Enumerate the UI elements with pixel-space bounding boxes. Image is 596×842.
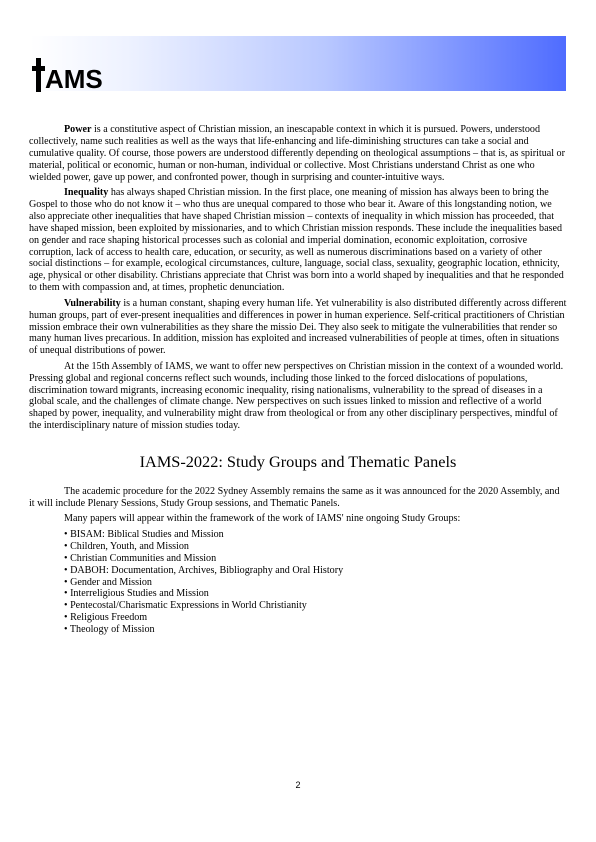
list-item: • Children, Youth, and Mission [64, 541, 567, 553]
paragraph-power [29, 124, 567, 184]
paragraph-vulnerability [29, 298, 567, 358]
term-vulnerability: Vulnerability [64, 297, 121, 309]
iams-logo [32, 52, 103, 92]
paragraph-study-groups-intro: Many papers will appear within the framework of the work of IAMS' nine ongoing Study Groups: [64, 513, 461, 525]
list-item: • Pentecostal/Charismatic Expressions in World Christianity [64, 600, 567, 612]
list-item: • Religious Freedom [64, 612, 567, 624]
paragraph-text: is a constitutive aspect of Christian mission, an inescapable context in which it is pursued. Powers, understood collectively, name such realities as well as the ways that life-enhancing and life-diminishing structures can take a social and cumulative quality. Of course, those powers are understood differently depending on theological assumptions – that is, as spiritual or material, political or economic, human or non-human, individual or collective. Most Christians understand Christ as one who wielded power, gave up power, and confronted power, though in surprising and counter-intuitive ways. [29, 124, 565, 183]
paragraph-text: is a human constant, shaping every human life. Yet vulnerability is also distributed differently across different human groups, part of ever-present inequalities and differences in power in human experience. Self-critical practitioners of Christian mission embrace their own vulnerabilities as they share the missio Dei. They also seek to mitigate the vulnerabilities that render so many human lives precarious. In addition, mission has exploited and increased vulnerabilities of people at times, often in situations of unequal distributions of power. [29, 297, 567, 357]
term-power: Power [64, 124, 92, 135]
list-item: • Interreligious Studies and Mission [64, 588, 567, 600]
paragraph-procedure: The academic procedure for the 2022 Sydney Assembly remains the same as it was announced for the 2020 Assembly, and it will include Plenary Sessions, Study Group sessions, and Thematic Panels. [29, 486, 560, 510]
section-title: IAMS-2022: Study Groups and Thematic Panels [139, 452, 457, 472]
page-number: 2 [295, 780, 301, 790]
logo-letters: AMS [45, 64, 103, 94]
paragraph-assembly [29, 361, 567, 432]
list-item: • BISAM: Biblical Studies and Mission [64, 529, 567, 541]
list-item: • Theology of Mission [64, 624, 567, 636]
list-item: • Christian Communities and Mission [64, 553, 567, 565]
list-item: • Gender and Mission [64, 577, 567, 589]
document-body [29, 124, 567, 636]
study-groups-list [29, 529, 567, 636]
paragraph-inequality [29, 187, 567, 294]
cross-icon [32, 58, 44, 92]
header-gradient-band [30, 36, 566, 94]
paragraph-text: At the 15th Assembly of IAMS, we want to offer new perspectives on Christian mission in the context of a wounded world. Pressing global and regional concerns reflect such wounds, including those linked to the forced dislocations of populations, discrimination toward migrants, increasing economic inequality, rising nationalisms, vulnerability to the spread of diseases in a global scale, and the challenges of climate change. New perspectives on such issues linked to mission and reflective of a world shaped by power, inequality, and vulnerability might draw from theological or from any other disciplinary perspectives, mindful of the interdisciplinary nature of mission studies today. [29, 360, 564, 432]
paragraph-text: has always shaped Christian mission. In the first place, one meaning of mission has always been to bring the Gospel to those who do not know it – who thus are unequal compared to those who bear it. Aware of this longstanding notion, we also appreciate other inequalities that have shaped Christian mission – contexts of inequality in which mission has proceeded, that have shaped mission, been exploited by missionaries, and to which Christian mission responds. These include the inequalities based on gender and race shaping historical processes such as colonial and imperial domination, economic exploitation, corrosive corruption, lack of access to health care, education, or security, as well as numerous discriminations based on a variety of other social distinctions – for example, ecological circumstances, culture, language, social class, sexuality, geographic location, ethnicity, age, physical or other disability. Christians appreciate that Christ was born into a world shaped by inequalities and that he responded to them with compassion and, at times, prophetic denunciation. [29, 187, 564, 294]
list-item: • DABOH: Documentation, Archives, Bibliography and Oral History [64, 565, 567, 577]
term-inequality: Inequality [64, 187, 109, 199]
